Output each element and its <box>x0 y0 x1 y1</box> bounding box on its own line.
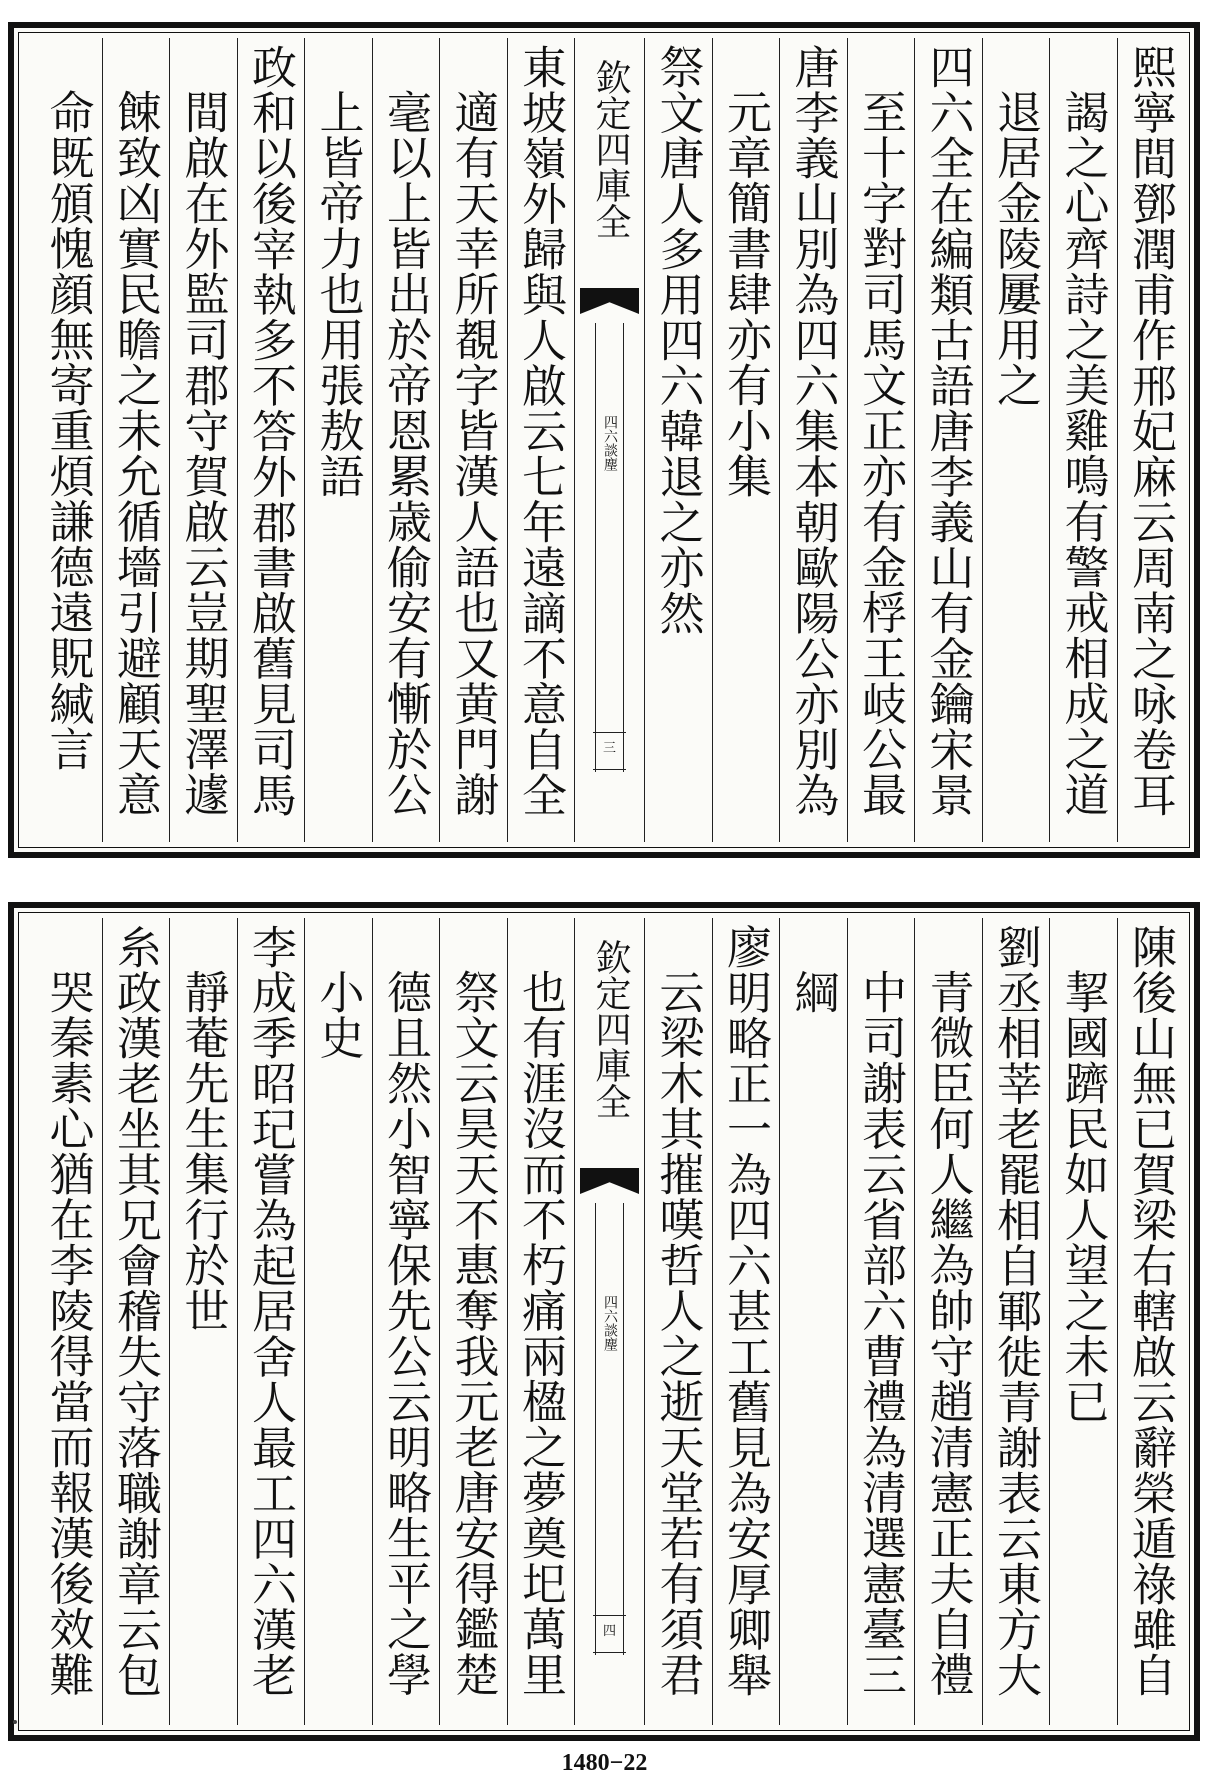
text-line: 云梁木其摧嘆哲人之逝天堂若有須君 <box>651 969 705 1697</box>
text-column <box>1049 38 1117 842</box>
text-line: 綱 <box>786 969 840 1015</box>
text-line: 命既頒愧顔無寄重煩謙德遠貺緘言 <box>41 89 95 772</box>
text-line: 小史 <box>311 969 365 1060</box>
bottom-page-columns <box>24 918 1184 1725</box>
text-line: 熙寧間鄧潤甫作邢妃麻云周南之咏卷耳 <box>1124 44 1177 818</box>
book-title: 欽定四庫全 <box>590 59 631 239</box>
text-line: 謁之心齊詩之美雞鳴有警戒相成之道 <box>1056 89 1110 817</box>
text-column <box>507 38 575 842</box>
text-column <box>847 918 915 1725</box>
text-line: 間啟在外監司郡守賀啟云豈期聖澤遽 <box>176 89 230 817</box>
text-column <box>712 918 780 1725</box>
text-column <box>237 38 305 842</box>
fishtail-mark <box>580 1168 639 1194</box>
text-line: 靜菴先生集行於世 <box>176 969 230 1333</box>
text-column <box>914 918 982 1725</box>
text-line: 劉丞相莘老罷相自鄆徙青謝表云東方大 <box>989 924 1042 1698</box>
text-line: 元章簡書肆亦有小集 <box>719 89 772 499</box>
center-fold-column <box>574 918 644 1725</box>
text-line: 上皆帝力也用張敖語 <box>311 89 365 499</box>
fishtail-mark <box>580 288 639 314</box>
text-column <box>1117 38 1185 842</box>
text-line: 也有涯沒而不朽痛兩楹之夢奠圯萬里 <box>514 969 567 1697</box>
text-column <box>507 918 575 1725</box>
text-line: 德且然小智寧保先公云明略生平之學 <box>379 969 432 1697</box>
volume-subtitle: 四六談麈 <box>602 1295 618 1351</box>
text-line: 毫以上皆出於帝恩累歳偷安有慚於公 <box>379 89 432 817</box>
scan-speck <box>13 1720 17 1724</box>
text-line: 退居金陵屢用之 <box>989 89 1042 408</box>
text-line: 糸政漢老坐其兄會稽失守落職謝章云包 <box>109 924 162 1698</box>
text-column <box>237 918 305 1725</box>
text-column <box>982 918 1050 1725</box>
top-page <box>8 22 1200 858</box>
text-line: 廖明略正一為四六甚工舊見為安厚卿舉 <box>719 924 772 1698</box>
text-line: 祭文唐人多用四六韓退之亦然 <box>651 44 705 636</box>
bottom-page <box>8 902 1200 1741</box>
text-column <box>712 38 780 842</box>
volume-subtitle: 四六談麈 <box>602 415 618 471</box>
text-column <box>304 918 372 1725</box>
text-column <box>304 38 372 842</box>
text-line: 政和以後宰執多不答外郡書啟舊見司馬 <box>244 44 297 818</box>
text-line: 東坡嶺外歸與人啟云七年遠謫不意自全 <box>514 44 567 818</box>
text-column <box>102 38 170 842</box>
text-column <box>779 38 847 842</box>
book-title: 欽定四庫全 <box>590 939 631 1119</box>
text-line: 唐李義山別為四六集本朝歐陽公亦別為 <box>786 44 840 818</box>
text-line: 至十字對司馬文正亦有金桴王岐公最 <box>854 89 907 817</box>
text-column <box>982 38 1050 842</box>
text-line: 陳後山無已賀梁右轄啟云辭榮遁祿雖自 <box>1124 924 1177 1698</box>
text-column <box>34 918 102 1725</box>
leaf-page-number: 四 <box>602 1624 616 1639</box>
text-line: 李成季昭玘嘗為起居舍人最工四六漢老 <box>244 924 297 1698</box>
text-column <box>847 38 915 842</box>
text-line: 四六全在編類古語唐李義山有金鑰宋景 <box>921 44 975 818</box>
text-column <box>34 38 102 842</box>
leaf-page-number: 三 <box>602 741 616 756</box>
text-column <box>372 38 440 842</box>
top-page-columns <box>24 38 1184 842</box>
text-column <box>1117 918 1185 1725</box>
text-column <box>372 918 440 1725</box>
text-column <box>779 918 847 1725</box>
text-line: 哭秦素心猶在李陵得當而報漢後效難 <box>41 969 95 1697</box>
text-line: 青微臣何人繼為帥守趙清憲正夫自禮 <box>921 969 975 1697</box>
text-line: 挈國躋民如人望之未已 <box>1056 969 1110 1424</box>
footer-page-label: 1480−22 <box>561 1750 648 1776</box>
text-column <box>102 918 170 1725</box>
text-column <box>914 38 982 842</box>
text-line: 中司謝表云省部六曹禮為清選憲臺三 <box>854 969 907 1697</box>
text-column <box>169 38 237 842</box>
text-column <box>439 918 507 1725</box>
center-fold-column <box>574 38 644 842</box>
text-line: 適有天幸所覩字皆漢人語也又黄門謝 <box>446 89 500 817</box>
text-column <box>169 918 237 1725</box>
text-line: 祭文云昊天不惠奪我元老唐安得鑑楚 <box>446 969 500 1697</box>
text-column <box>644 38 712 842</box>
text-column <box>439 38 507 842</box>
text-column <box>644 918 712 1725</box>
text-column <box>1049 918 1117 1725</box>
text-line: 餗致凶實民瞻之未允循墻引避顧天意 <box>109 89 162 817</box>
